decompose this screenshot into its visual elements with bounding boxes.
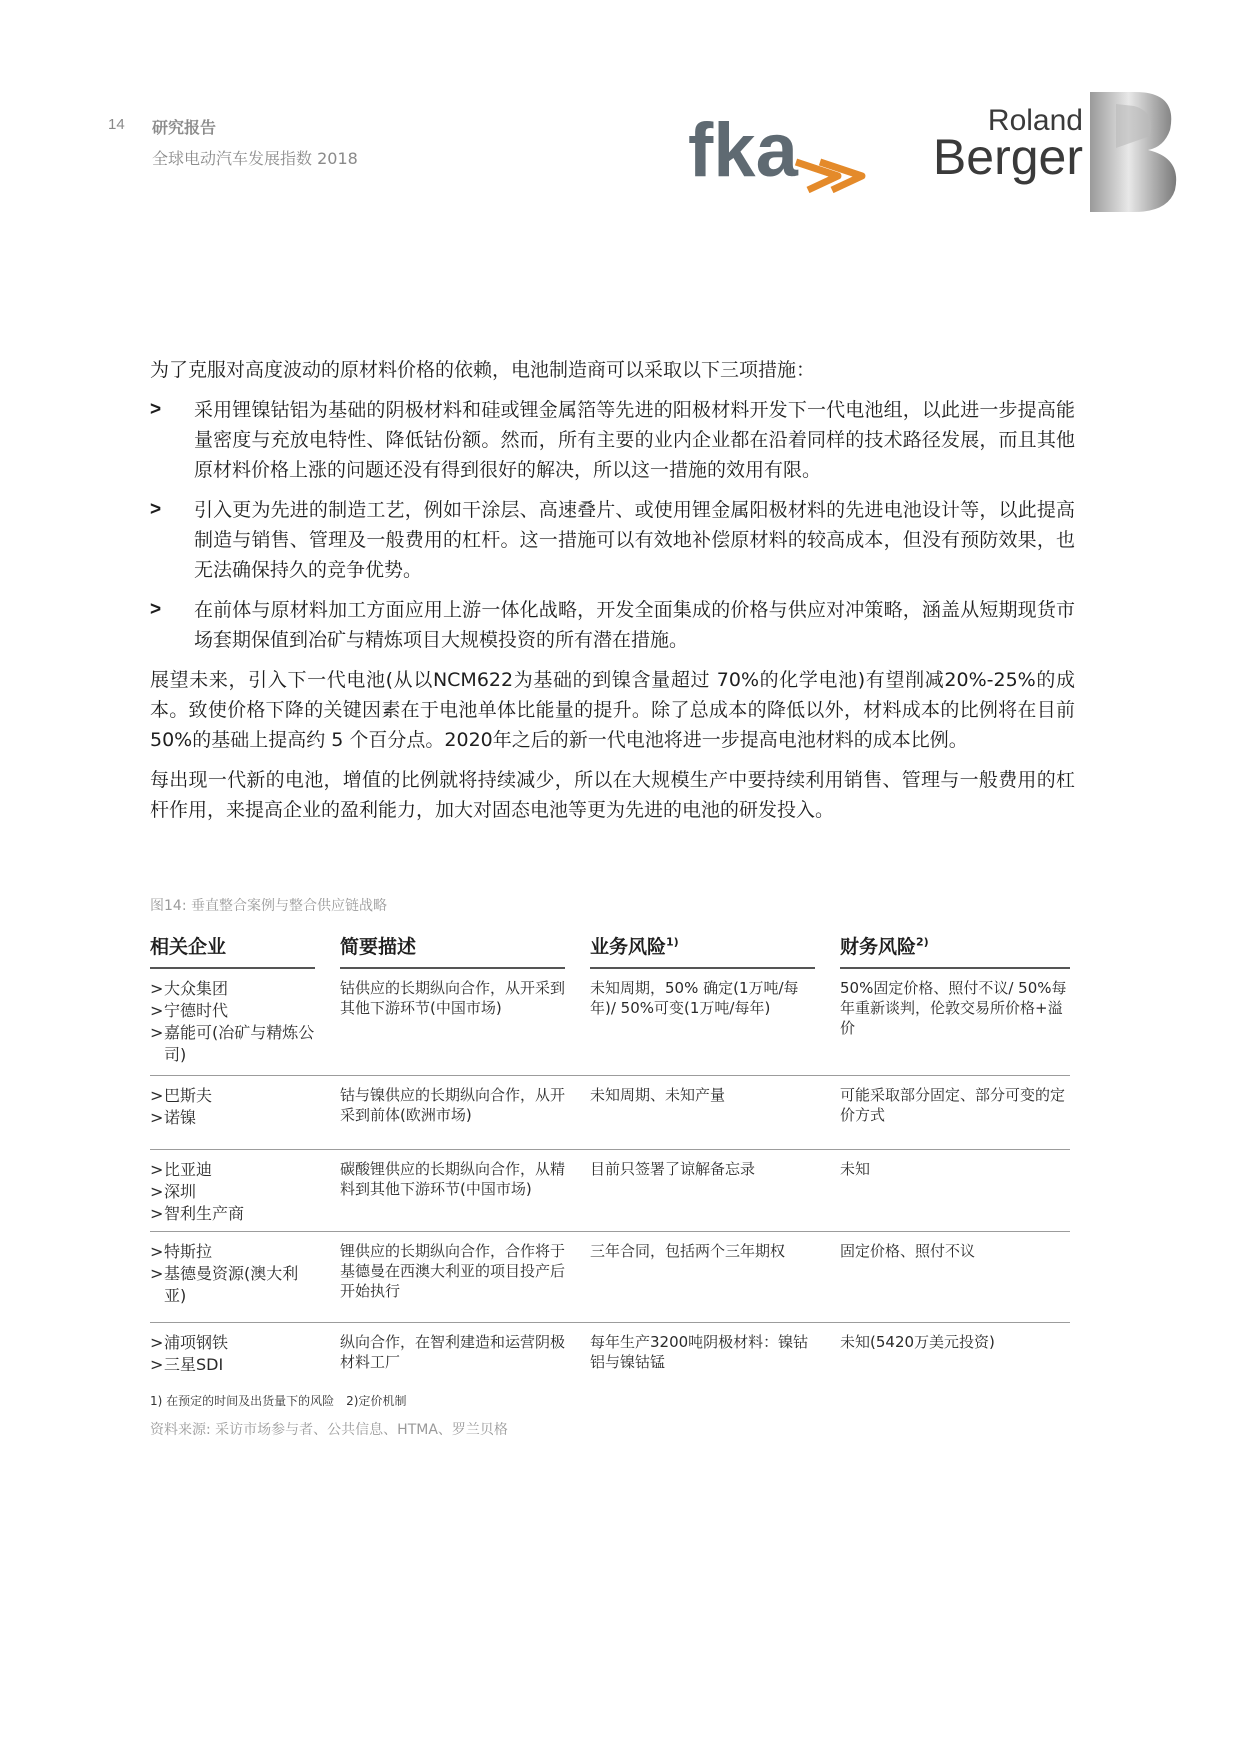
company-cell: > 浦项钢铁 > 三星SDI [150, 1333, 229, 1374]
bullet-item [150, 495, 1075, 585]
table-row [150, 1232, 1070, 1323]
roland-berger-logo [920, 92, 1180, 212]
rb-roland-text: Roland [987, 104, 1083, 137]
closing-paragraph: 每出现一代新的电池，增值的比例就将持续减少，所以在大规模生产中要持续利用销售、管理与一般费用的杠杆作用，来提高企业的盈利能力，加大对固态电池等更为先进的电池的研发投入。 [150, 769, 1075, 821]
table-row [150, 969, 1070, 1076]
bullet-marker: > [150, 499, 162, 520]
company-cell: > 巴斯夫 > 诺镍 [150, 1086, 213, 1127]
business-risk-cell: 目前只签署了谅解备忘录 [590, 1160, 756, 1178]
report-subtitle: 全球电动汽车发展指数 2018 [152, 149, 358, 168]
financial-risk-cell: 未知(5420万美元投资) [840, 1333, 995, 1351]
outlook-paragraph: 展望未来，引入下一代电池(从以NCM622为基础的到镍含量超过 70%的化学电池)有望削减20%-25%的成本。致使价格下降的关键因素在于电池单体比能量的提升。除了总成本的降低以外，材料成本的比例将在目前50%的基础上提高约 5 个百分点。2020年之后的新一代电池将进一步提高电池材料的成本比例。 [150, 669, 1075, 751]
business-risk-cell: 未知周期、未知产量 [590, 1086, 726, 1104]
bullet-text: 采用锂镍钴铝为基础的阴极材料和硅或锂金属箔等先进的阳极材料开发下一代电池组，以此进一步提高能量密度与充放电特性、降低钴份额。然而，所有主要的业内企业都在沿着同样的技术路径发展，而且其他原材料价格上涨的问题还没有得到很好的解决，所以这一措施的效用有限。 [194, 399, 1075, 481]
integration-table [150, 932, 1070, 1388]
description-cell: 锂供应的长期纵向合作，合作将于基德曼在西澳大利亚的项目投产后开始执行 [340, 1242, 566, 1300]
business-risk-cell: 每年生产3200吨阴极材料：镍钴铝与镍钴锰 [590, 1333, 809, 1371]
header-business-risk: 业务风险$^{1)}$ [590, 932, 815, 969]
fka-logo [688, 104, 898, 204]
header-description: 简要描述 [340, 932, 565, 969]
rb-berger-text: Berger [932, 129, 1083, 185]
company-cell: > 比亚迪 > 深圳 > 智利生产商 [150, 1160, 245, 1223]
table-row [150, 1323, 1070, 1388]
financial-risk-cell: 可能采取部分固定、部分可变的定价方式 [840, 1086, 1066, 1124]
page-number: 14 [108, 116, 125, 133]
business-risk-cell: 未知周期，50% 确定(1万吨/每年)/ 50%可变(1万吨/每年) [590, 979, 799, 1017]
table-footnotes: 1) 在预定的时间及出货量下的风险 2)定价机制 [150, 1394, 407, 1408]
bullet-marker: > [150, 399, 162, 420]
description-cell: 钴供应的长期纵向合作，从开采到其他下游环节(中国市场) [340, 979, 566, 1017]
bullet-text: 在前体与原材料加工方面应用上游一体化战略，开发全面集成的价格与供应对冲策略，涵盖从短期现货市场套期保值到冶矿与精炼项目大规模投资的所有潜在措施。 [194, 599, 1075, 651]
report-label: 研究报告 [152, 118, 217, 137]
bullet-marker: > [150, 599, 162, 620]
bullet-text: 引入更为先进的制造工艺，例如干涂层、高速叠片、或使用锂金属阳极材料的先进电池设计等，以此提高制造与销售、管理及一般费用的杠杆。这一措施可以有效地补偿原材料的较高成本，但没有预防效果，也无法确保持久的竞争优势。 [194, 499, 1075, 581]
table-row [150, 1150, 1070, 1232]
description-cell: 纵向合作，在智利建造和运营阴极材料工厂 [340, 1333, 566, 1371]
business-risk-cell: 三年合同，包括两个三年期权 [590, 1242, 786, 1260]
intro-paragraph: 为了克服对高度波动的原材料价格的依赖，电池制造商可以采取以下三项措施： [150, 359, 816, 381]
bullet-item [150, 395, 1075, 485]
company-cell: > 大众集团 > 宁德时代 > 嘉能可(冶矿与精炼公司) [150, 979, 315, 1064]
header-companies: 相关企业 [150, 932, 315, 969]
body-text [150, 355, 1075, 835]
header-financial-risk: 财务风险$^{2)}$ [840, 932, 1070, 969]
company-cell: > 特斯拉 > 基德曼资源(澳大利亚) [150, 1242, 299, 1305]
description-cell: 碳酸锂供应的长期纵向合作，从精料到其他下游环节(中国市场) [340, 1160, 566, 1198]
fka-logo-text: fka [688, 108, 798, 193]
financial-risk-cell: 50%固定价格、照付不议/ 50%每年重新谈判，伦敦交易所价格+溢价 [840, 979, 1067, 1037]
table-row [150, 1076, 1070, 1150]
description-cell: 钴与镍供应的长期纵向合作，从开采到前体(欧洲市场) [340, 1086, 566, 1124]
figure-caption: 图14: 垂直整合案例与整合供应链战略 [150, 898, 387, 914]
bullet-item [150, 595, 1075, 655]
financial-risk-cell: 未知 [840, 1160, 871, 1178]
table-header [150, 932, 1070, 969]
source-note: 资料来源: 采访市场参与者、公共信息、HTMA、罗兰贝格 [150, 1422, 508, 1438]
financial-risk-cell: 固定价格、照付不议 [840, 1242, 976, 1260]
